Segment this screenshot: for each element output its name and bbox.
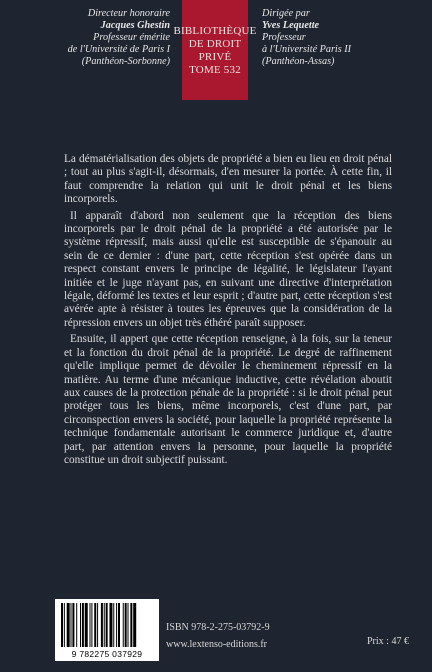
barcode-number: 9 782275 037929 [71, 649, 143, 659]
left-credit-name: Jacques Ghestin [100, 20, 170, 31]
right-credit [262, 8, 432, 68]
blurb-paragraph-2: Il apparaît d'abord non seulement que la réception des biens incorporels par le droit pénal de la propriété a été autorisée par le système répressif, mais aussi qu'elle est susceptible de s'épanouir au sein de ce dernier : d'une part, cette réception s'est opérée dans un respect constant envers le principe de légalité, le législateur l'ayant initiée et le juge n'ayant pas, en suivant une directive d'interprétation légale, déformé les textes et leur esprit ; d'autre part, cette réception s'est avérée apte à résister à toutes les épreuves que la considération de la répression envers un objet très éthéré paraît supposer. [64, 209, 392, 329]
barcode-bars [61, 603, 153, 647]
left-credit-line1: Professeur émérite [93, 32, 170, 43]
right-credit-line2: à l'Université Paris II [262, 44, 352, 55]
isbn: ISBN 978-2-275-03792-9 [166, 622, 270, 633]
barcode [55, 599, 159, 661]
back-cover-blurb [64, 153, 392, 470]
series-box [173, 0, 257, 100]
price: Prix : 47 € [367, 636, 409, 647]
series-line3: PRIVÉ [198, 51, 232, 63]
blurb-paragraph-1: La dématérialisation des objets de propriété a bien eu lieu en droit pénal ; tout au plus s'agit-il, désormais, d'en mesurer la portée. À cette fin, il faut comprendre la relation qui unit le droit pénal et les biens incorporels. [64, 153, 392, 206]
right-credit-name: Yves Lequette [262, 20, 320, 31]
right-credit-role: Dirigée par [262, 8, 310, 19]
series-line1: BIBLIOTHÈQUE [173, 25, 257, 37]
left-credit-line2: de l'Université de Paris I [67, 44, 170, 55]
series-line2: DE DROIT [188, 38, 242, 50]
publisher-website: www.lextenso-editions.fr [166, 639, 267, 650]
left-credit-line3: (Panthéon-Sorbonne) [81, 56, 170, 67]
series-line4: TOME 532 [189, 64, 241, 76]
right-credit-line3: (Panthéon-Assas) [262, 56, 335, 67]
right-credit-line1: Professeur [262, 32, 306, 43]
blurb-paragraph-3: Ensuite, il appert que cette réception renseigne, à la fois, sur la teneur et la fonction du droit pénal de la propriété. Le degré de raffinement qu'elle implique permet de dévoiler le cheminement répressif en la matière. Au terme d'une mécanique inductive, cette révélation aboutit aux causes de la protection pénale de la propriété : si le droit pénal peut protéger tous les biens, même incorporels, c'est d'une part, par circonspection envers la société, pour laquelle la propriété représente la technique fondamentale autorisant le commerce juridique et, d'autre part, par attention envers la personne, pour laquelle la propriété constitue un droit subjectif puissant. [64, 333, 392, 466]
left-credit-role: Directeur honoraire [87, 8, 170, 19]
left-credit [0, 8, 170, 68]
